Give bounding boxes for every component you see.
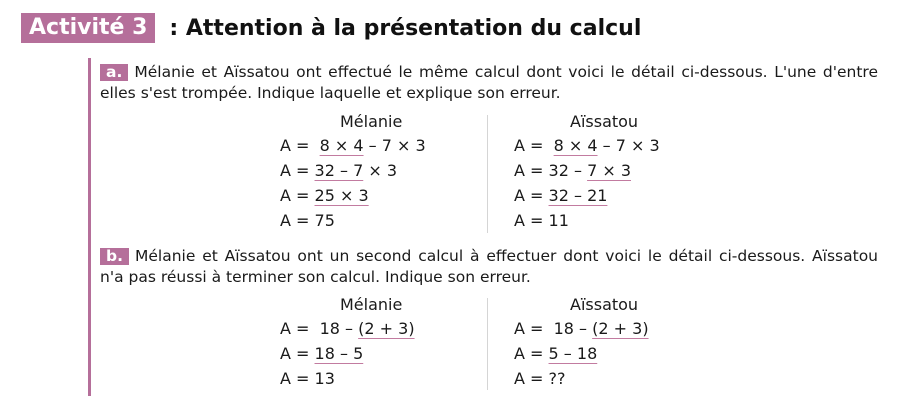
calc-underlined: 8 × 4 <box>553 136 598 155</box>
section-b-statement: Mélanie et Aïssatou ont un second calcul à effectuer dont voici le détail ci-dessous. Aïssatou n'a pas réussi à terminer son calcul. Indique son erreur. <box>100 247 878 286</box>
calc-underlined: 8 × 4 <box>319 136 364 155</box>
activity-title: : Attention à la présentation du calcul <box>169 15 642 41</box>
calc-line <box>514 184 607 208</box>
section-a-statement: Mélanie et Aïssatou ont effectué le même calcul dont voici le détail ci-dessous. L'une d'entre elles s'est trompée. Indique laquelle et explique son erreur. <box>100 63 878 102</box>
calc-line <box>280 342 363 366</box>
calc-underlined: 18 – 5 <box>314 344 364 363</box>
sidebar-rule <box>88 58 91 396</box>
section-b-text <box>100 246 878 288</box>
calc-text: – 7 × 3 <box>597 136 660 155</box>
column-name: Mélanie <box>340 295 403 314</box>
calc-underlined: 32 – 7 <box>314 161 364 180</box>
calc-line <box>280 134 426 158</box>
calc-text: – 7 × 3 <box>363 136 426 155</box>
section-b-label: b. <box>100 248 129 265</box>
calc-text: A = <box>280 136 320 155</box>
calc-underlined: 25 × 3 <box>314 186 369 205</box>
calc-line <box>280 209 335 233</box>
calc-line <box>514 342 597 366</box>
calc-text: A = ?? <box>514 369 566 388</box>
calc-line <box>280 317 415 341</box>
column-name: Mélanie <box>340 112 403 131</box>
calc-text: A = <box>280 186 315 205</box>
column-name: Aïssatou <box>570 295 639 314</box>
calc-text: A = 18 – <box>280 319 359 338</box>
calc-underlined: 7 × 3 <box>587 161 631 180</box>
calc-line <box>280 159 397 183</box>
calc-line <box>514 209 569 233</box>
activity-header <box>21 12 641 44</box>
calc-line <box>514 367 566 391</box>
calc-text: A = <box>514 344 549 363</box>
calc-text: A = 32 – <box>514 161 588 180</box>
calc-text: A = <box>280 344 315 363</box>
calc-line <box>514 159 631 183</box>
calc-text: A = <box>280 161 315 180</box>
calc-underlined: (2 + 3) <box>358 319 415 338</box>
section-b-divider <box>487 298 488 390</box>
calc-line <box>514 134 660 158</box>
column-name: Aïssatou <box>570 112 639 131</box>
section-a-label: a. <box>100 64 128 81</box>
calc-underlined: 5 – 18 <box>548 344 598 363</box>
calc-underlined: (2 + 3) <box>592 319 649 338</box>
calc-text: A = 11 <box>514 211 569 230</box>
section-a-divider <box>487 115 488 233</box>
calc-text: A = 18 – <box>514 319 593 338</box>
calc-text: A = <box>514 186 549 205</box>
section-a-text <box>100 62 878 104</box>
calc-line <box>514 317 649 341</box>
calc-text: A = <box>514 136 554 155</box>
calc-text: × 3 <box>363 161 398 180</box>
calc-line <box>280 184 369 208</box>
calc-text: A = 75 <box>280 211 335 230</box>
calc-text: A = 13 <box>280 369 335 388</box>
activity-badge: Activité 3 <box>21 13 155 43</box>
calc-underlined: 32 – 21 <box>548 186 608 205</box>
calc-line <box>280 367 335 391</box>
